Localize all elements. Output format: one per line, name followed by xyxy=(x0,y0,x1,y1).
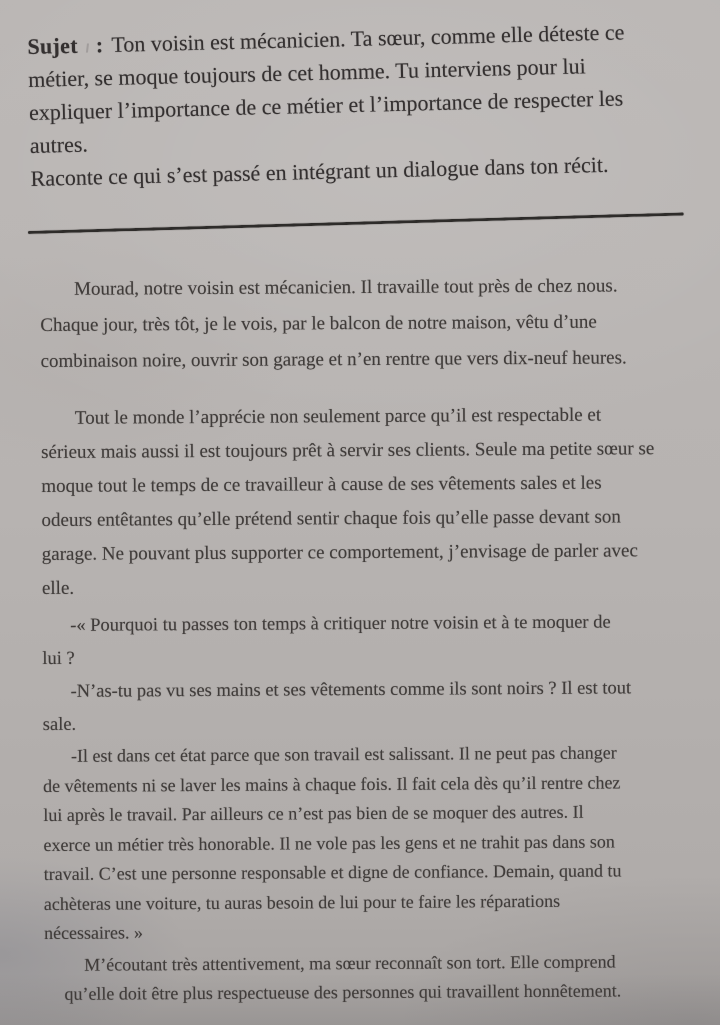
text-line: lui ? xyxy=(42,648,75,669)
text-line: de vêtements ni se laver les mains à chaque fois. Il fait cela dès qu’il rentre chez xyxy=(43,771,621,796)
dialogue-paragraph xyxy=(42,606,702,676)
text-line: garage. Ne pouvant plus supporter ce comportement, j’envisage de parler avec xyxy=(41,540,638,565)
essay-paragraph xyxy=(41,398,702,606)
text-line: exerce un métier très honorable. Il ne vole pas les gens et ne trahit pas dans son xyxy=(43,830,615,855)
text-line: odeurs entêtantes qu’elle prétend sentir chaque fois qu’elle passe devant son xyxy=(41,506,621,531)
text-line: lui après le travail. Par ailleurs ce n’est pas bien de se moquer des autres. Il xyxy=(43,801,584,825)
text-line: qu’elle doit être plus respectueuse des personnes qui travaillent honnêtement. xyxy=(64,979,622,1004)
dialogue-paragraph xyxy=(43,738,704,949)
essay-body xyxy=(40,268,704,1009)
faded-mark xyxy=(86,43,89,52)
subject-instruction: Raconte ce qui s’est passé en intégrant un dialogue dans ton récit. xyxy=(30,151,609,191)
text-line: moque tout le temps de ce travailleur à cause de ses vêtements sales et les xyxy=(41,472,602,497)
subject-line: expliquer l’importance de ce métier et l’importance de respecter les xyxy=(28,85,624,125)
text-line: -N’as-tu pas vu ses mains et ses vêtements comme ils sont noirs ? Il est tout xyxy=(70,678,632,702)
text-line: travail. C’est une personne responsable et digne de confiance. Demain, quand tu xyxy=(43,860,622,884)
essay-paragraph xyxy=(40,268,701,380)
text-line: sérieux mais aussi il est toujours prêt à servir ses clients. Seule ma petite sœur se xyxy=(41,438,655,463)
text-line: combinaison noire, ouvrir son garage et n’en rentre que vers dix-neuf heures. xyxy=(40,347,627,372)
text-line: sale. xyxy=(42,714,77,735)
text-line: Tout le monde l’apprécie non seulement parce qu’il est respectable et xyxy=(74,404,602,429)
subject-colon: : xyxy=(95,32,104,58)
subject-text: Ton voisin est mécanicien. Ta sœur, comme elle déteste ce xyxy=(111,19,625,57)
text-line: Mourad, notre voisin est mécanicien. Il travaille tout près de chez nous. xyxy=(74,275,618,300)
divider-line xyxy=(28,212,684,234)
text-line: elle. xyxy=(41,577,75,599)
text-line: achèteras une voiture, tu auras besoin de lui pour te faire les réparations xyxy=(43,890,561,914)
subject-line: métier, se moque toujours de cet homme. Tu interviens pour lui xyxy=(27,53,586,92)
subject-label: Sujet xyxy=(27,32,79,59)
subject-statement xyxy=(27,14,704,195)
text-line: M’écoutant très attentivement, ma sœur reconnaît son tort. Elle comprend xyxy=(84,950,616,975)
text-line: nécessaires. » xyxy=(43,922,144,943)
text-line: Chaque jour, très tôt, je le vois, par le balcon de notre maison, vêtu d’une xyxy=(40,311,597,336)
text-line: -« Pourquoi tu passes ton temps à critiquer notre voisin et à te moquer de xyxy=(70,612,611,636)
subject-line: autres. xyxy=(29,131,89,158)
text-line: -Il est dans cet état parce que son travail est salissant. Il ne peut pas changer xyxy=(70,742,617,766)
essay-paragraph xyxy=(64,946,704,1008)
dialogue-paragraph xyxy=(42,672,702,742)
